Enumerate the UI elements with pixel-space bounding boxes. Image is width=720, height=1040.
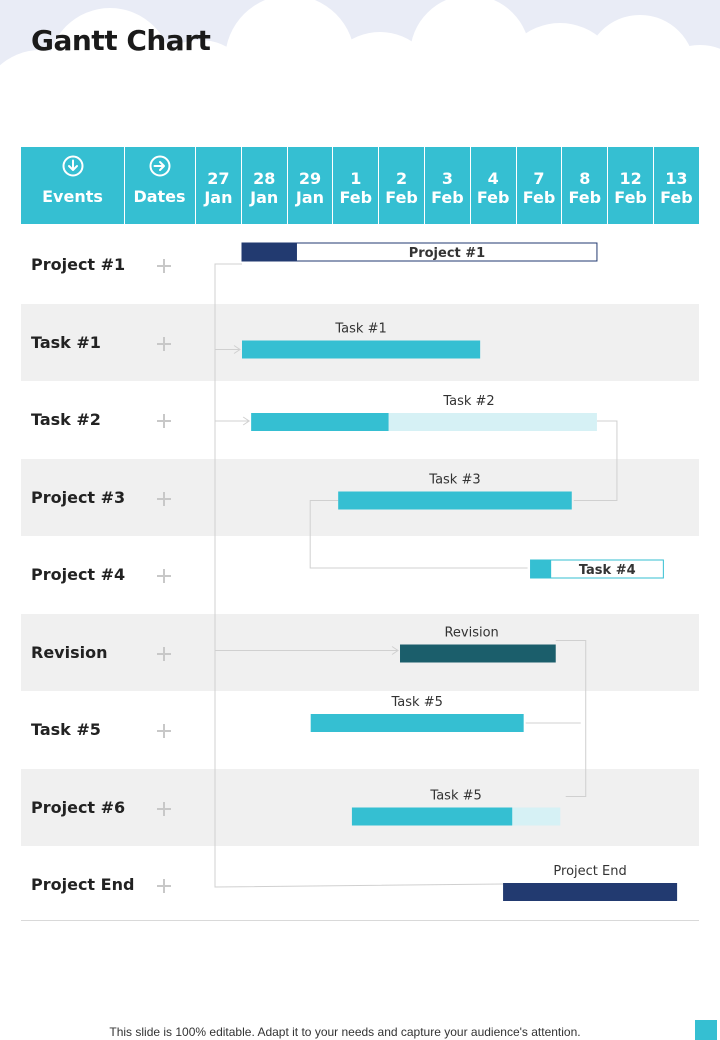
row-label: Task #2 [31, 410, 101, 429]
gantt-bar-label: Task #4 [578, 563, 636, 578]
row-label: Project #3 [31, 487, 126, 507]
date-day: 1 [350, 169, 362, 188]
date-day: 2 [396, 169, 408, 188]
gantt-bar-progress [352, 808, 512, 826]
date-day: 27 [207, 169, 230, 188]
row-label: Task #5 [31, 720, 101, 739]
gantt-bar [311, 714, 524, 732]
row-label: Project End [31, 875, 135, 894]
gantt-bar-progress [251, 413, 388, 431]
gantt-bar [400, 645, 556, 663]
row-label: Revision [31, 642, 108, 662]
corner-accent [695, 1020, 717, 1040]
date-month: Jan [295, 188, 325, 207]
date-day: 29 [298, 169, 322, 188]
header-events-label: Events [42, 187, 103, 206]
row-label: Task #1 [31, 332, 101, 352]
date-day: 12 [619, 169, 642, 188]
row-label: Project #1 [31, 255, 126, 274]
row-label: Project #6 [31, 797, 126, 817]
gantt-bar [242, 341, 480, 359]
date-day: 28 [253, 169, 276, 188]
date-month: Feb [660, 188, 693, 207]
row-label: Project #4 [31, 565, 126, 584]
gantt-bar-label: Task #5 [430, 788, 482, 804]
date-day: 13 [665, 169, 688, 188]
gantt-bar-label: Task #5 [391, 695, 443, 710]
date-month: Jan [250, 188, 279, 207]
gantt-bar [338, 492, 572, 510]
gantt-bar-label: Task #1 [335, 321, 387, 337]
date-month: Feb [476, 188, 510, 207]
dependency-line [574, 421, 617, 501]
date-month: Feb [431, 188, 464, 207]
gantt-bar-label: Project End [553, 864, 627, 879]
date-day: 4 [487, 169, 499, 188]
date-month: Feb [339, 188, 373, 207]
date-day: 3 [441, 169, 453, 188]
date-month: Feb [522, 188, 556, 207]
date-day: 7 [533, 169, 545, 188]
footer-note: This slide is 100% editable. Adapt it to your needs and capture your audience's attention. [109, 1025, 581, 1039]
gantt-bar-progress [242, 243, 297, 261]
gantt-bar-label: Project #1 [408, 246, 486, 261]
gantt-bar-label: Task #3 [429, 472, 481, 488]
dependency-line [310, 501, 527, 569]
date-month: Jan [204, 188, 233, 207]
date-month: Feb [614, 188, 647, 207]
gantt-bar-label: Revision [444, 625, 499, 641]
date-day: 8 [579, 169, 591, 188]
bottom-divider [21, 920, 699, 921]
gantt-bar-label: Task #2 [443, 394, 495, 409]
dependency-line [556, 641, 586, 797]
date-month: Feb [568, 188, 602, 207]
header-dates-label: Dates [133, 187, 186, 206]
date-month: Feb [385, 188, 418, 207]
page-title: Gantt Chart [31, 24, 211, 57]
gantt-bar [503, 883, 677, 901]
gantt-bar-progress [531, 560, 552, 578]
